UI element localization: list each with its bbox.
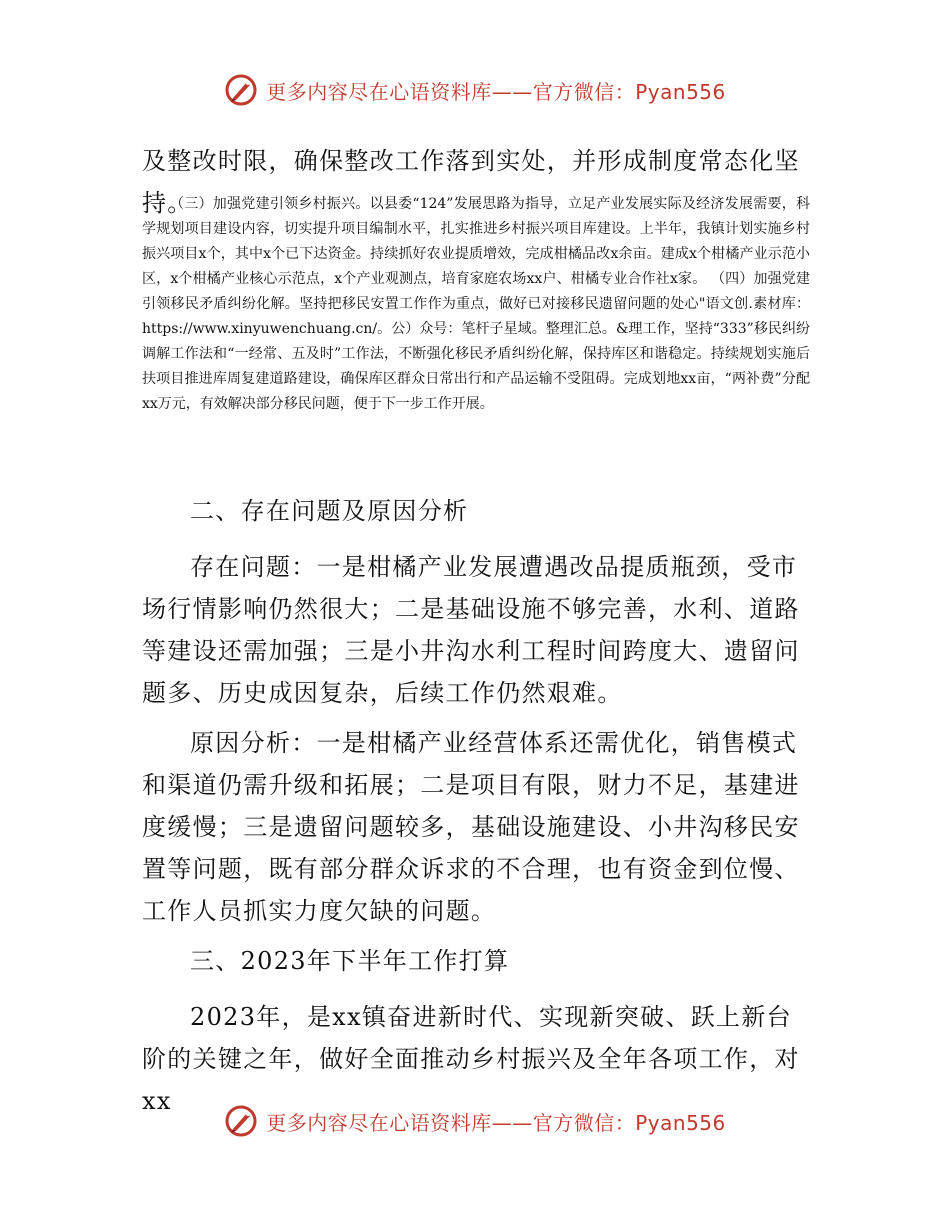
footer-wechat-label: 官方微信： <box>532 1110 636 1135</box>
quill-pen-logo-icon <box>224 1104 258 1138</box>
footer-dash: —— <box>491 1110 533 1135</box>
header-dash: —— <box>491 79 533 104</box>
footer-main-text: 更多内容尽在心语资料库 <box>266 1110 492 1135</box>
reasons-paragraph: 原因分析：一是柑橘产业经营体系还需优化，销售模式和渠道仍需升级和拓展；二是项目有限，财力不足，基建进度缓慢；三是遗留问题较多，基础设施建设、小井沟移民安置等问题，既有部分群众诉求的不合理，也有资金到位慢、工作人员抓实力度欠缺的问题。 <box>142 729 800 925</box>
continuation-paragraph: 及整改时限，确保整改工作落到实处，并形成制度常态化坚持。 <box>142 147 800 217</box>
problems-paragraph: 存在问题：一是柑橘产业发展遭遇改品提质瓶颈，受市场行情影响仍然很大；二是基础设施不够完善，水利、道路等建设还需加强；三是小井沟水利工程时间跨度大、遗留问题多、历史成因复杂，后续工作仍然艰难。 <box>142 553 800 707</box>
footer-wechat-id: Pyan556 <box>635 1110 726 1135</box>
header-wechat-id: Pyan556 <box>635 79 726 104</box>
footer-banner-text <box>266 1107 726 1136</box>
header-main-text: 更多内容尽在心语资料库 <box>266 79 492 104</box>
header-wechat-label: 官方微信： <box>532 79 636 104</box>
small-text-block: （三）加强党建引领乡村振兴。以县委“124”发展思路为指导，立足产业发展实际及经济发展需要，科学规划项目建设内容，切实提升项目编制水平，扎实推进乡村振兴项目库建设。上半年，我镇计划实施乡村振兴项目x个，其中x个已下达资金。持续抓好农业提质增效，完成柑橘品改x余亩。建成x个柑橘产业示范小区，x个柑橘产业核心示范点，x个产业观测点，培育家庭农场xx户、柑橘专业合作社x家。 （四）加强党建引领移民矛盾纠纷化解。坚持把移民安置工作作为重点，做好已对接移民遗留问题的处心"语文创.素材库：https://www.xinyuwenchuang.cn/。公）众号：笔杆子星域。整理汇总。&理工作，坚持“333”移民纠纷调解工作法和“一经常、五及时”工作法，不断强化移民矛盾纠纷化解，保持库区和谐稳定。持续规划实施后扶项目推进库周复建道路建设，确保库区群众日常出行和产品运输不受阻碍。完成划地xx亩，“两补费”分配xx万元，有效解决部分移民问题，便于下一步工作开展。 <box>142 196 810 412</box>
section3-heading: 三、2023年下半年工作打算 <box>190 947 510 975</box>
plan-2023-paragraph: 2023年，是xx镇奋进新时代、实现新突破、跃上新台阶的关键之年，做好全面推动乡村振兴及全年各项工作，对xx <box>142 1003 800 1115</box>
footer-banner <box>0 1101 950 1141</box>
section2-heading: 二、存在问题及原因分析 <box>190 497 469 525</box>
